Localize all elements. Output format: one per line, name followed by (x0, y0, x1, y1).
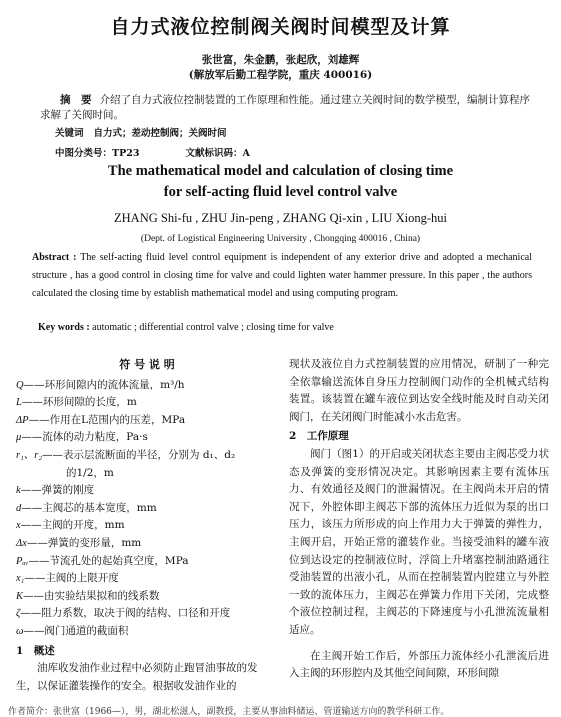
document-code: 文献标识码：A (185, 148, 250, 159)
abstract-en-label: Abstract : (32, 252, 77, 263)
symbol-desc: ——阀门通道的截面积 (23, 624, 129, 637)
section-1-heading: 1 概述 (16, 644, 55, 657)
symbol-row (16, 412, 278, 430)
authors-cn: 张世富，朱金鹏，张起欣，刘雄辉 (201, 54, 360, 66)
symbol-row (16, 377, 278, 395)
keywords-en-text: automatic ; differential control valve ; closing time for valve (92, 322, 334, 333)
symbol-name: μ (16, 432, 22, 444)
symbol-row (16, 500, 278, 518)
authors-en: ZHANG Shi-fu , ZHU Jin-peng , ZHANG Qi-xin , LIU Xiong-hui (114, 211, 447, 225)
symbol-desc: ——弹簧的变形量，mm (26, 536, 142, 549)
symbol-name: ΔP (16, 414, 29, 426)
abstract-en-text: The self-acting fluid level control equipment is independent of any exterior drive and adopted a mechanical structure , has a good control in closing time for valve and could lighten water hammer pressure. In this paper , the authors calculated the closing time by establish mathematical model and using computing program. (32, 252, 532, 299)
symbol-name: d (16, 502, 22, 514)
paper-title-cn: 自力式液位控制阀关阀时间模型及计算 (110, 16, 451, 38)
symbol-desc: ——主阀芯的基本宽度，mm (21, 501, 157, 514)
symbol-desc: ——环形间隙内的流体流量，m³/h (23, 378, 185, 391)
symbol-desc: ——作用在L范围内的压差，MPa (28, 413, 186, 426)
paper-title-en-line1: The mathematical model and calculation of closing time (107, 163, 454, 179)
symbol-row (16, 482, 278, 500)
symbol-name: x (16, 520, 21, 532)
symbol-row (16, 394, 278, 412)
symbol-desc: ——节流孔处的起始真空度，MPa (28, 554, 189, 567)
paper-title-en-line2: for self-acting fluid level control valve (163, 184, 398, 200)
classification-line (55, 146, 296, 161)
keywords-en (38, 320, 334, 335)
author-footnote: 作者简介：张世富（1966—），男，湖北松滋人，副教授，主要从事油料储运、管道输送方向的教学科研工作。 (8, 707, 450, 717)
symbol-row (16, 535, 278, 553)
affiliation-cn: (解放军后勤工程学院，重庆 400016) (188, 69, 373, 81)
symbols-heading: 符 号 说 明 (119, 358, 175, 371)
affiliation-en: (Dept. of Logistical Engineering University , Chongqing 400016 , China) (140, 234, 421, 244)
symbol-row (16, 429, 278, 447)
right-column (289, 356, 549, 683)
symbol-desc: ——阻力系数，取决于阀的结构、口径和开度 (20, 607, 231, 620)
symbol-name: K (16, 590, 24, 602)
clc-number: 中图分类号：TP23 (55, 148, 140, 159)
symbol-name: k (16, 485, 21, 497)
symbol-desc: 的1/2，m (66, 466, 114, 479)
symbol-row (16, 553, 278, 571)
symbol-row (16, 517, 278, 535)
symbol-row (16, 623, 278, 641)
symbol-desc: ——流体的动力粘度，Pa·s (21, 431, 148, 444)
symbol-name: ζ (16, 608, 21, 620)
symbol-name: ω (16, 625, 24, 637)
symbol-desc: ——由实验结果拟和的线系数 (23, 589, 160, 602)
abstract-cn-label: 摘 要 (60, 94, 92, 106)
symbol-desc: ——主阀的上限开度 (24, 572, 119, 585)
symbol-desc: ——弹簧的刚度 (20, 484, 95, 497)
symbol-name: Δx (16, 537, 27, 549)
abstract-en (32, 249, 532, 303)
abstract-cn (40, 93, 530, 123)
left-column (16, 356, 278, 695)
keywords-cn-label: 关键词 (55, 128, 84, 139)
symbol-desc: ——表示层流断面的半径，分别为 d₁、d₂ (41, 448, 236, 461)
right-paragraph-1: 阀门（图1）的开启或关闭状态主要由主阀芯受力状态及弹簧的变形情况决定。其影响因素主要有流体压力、有效通径及阀门的泄漏情况。在主阀尚未开启的情况下，外腔体即主阀芯下部的流体压力近似为泵的出口压力，该压力所形成的向上作用力大于弹簧的弹性力，主阀开启，开始正常的灌装作业。当接受油料的罐车液位到达设定的控制液位时，浮筒上升堵塞控制油路通往受油装置的出液小孔，从而在控制装置内腔建立与外腔一致的流体压力，主阀芯在弹簧力作用下关闭，完成整个液位控制过程，主阀芯的下降速度与小孔泄流流量相适应。 (289, 447, 549, 636)
symbol-name: Q (16, 379, 24, 391)
symbol-desc: ——主阀的开度，mm (20, 519, 125, 532)
symbol-name: L (16, 397, 22, 409)
symbols-list (16, 377, 278, 641)
section-1-paragraph: 油库收发油作业过程中必须防止跑冒油事故的发生，以保证灌装操作的安全。根据收发油作业的 (16, 662, 258, 692)
symbol-name: Pₐᵥ (16, 555, 29, 567)
section-2-heading: 2 工作原理 (289, 430, 349, 443)
symbol-row (16, 588, 278, 606)
symbol-row (16, 465, 278, 483)
symbol-row (16, 605, 278, 623)
right-paragraph-0: 现状及液位自力式控制装置的应用情况，研制了一种完全依靠输送流体自身压力控制阀门动作的全机械式结构装置。该装置在罐车液位到达安全线时能及时自动关闭阀门，在关闭阀门时能减小水击危害。 (289, 358, 549, 423)
symbol-row (16, 570, 278, 588)
symbol-row (16, 447, 278, 465)
symbol-name: x₁ (16, 573, 25, 585)
keywords-cn (55, 126, 227, 141)
symbol-desc: ——环形间隙的长度，m (21, 396, 137, 409)
symbol-name: r₁、r₂ (16, 449, 42, 461)
abstract-cn-text: 介绍了自力式液位控制装置的工作原理和性能。通过建立关阀时间的数学模型，编制计算程序求解了关阀时间。 (40, 94, 530, 121)
right-paragraph-2: 在主阀开始工作后，外部压力流体经小孔泄流后进入主阀的环形腔内及其他空间间隙，环形间隙 (289, 649, 549, 680)
keywords-en-label: Key words : (38, 322, 90, 333)
keywords-cn-text: 自力式；差动控制阀；关阀时间 (93, 128, 227, 139)
